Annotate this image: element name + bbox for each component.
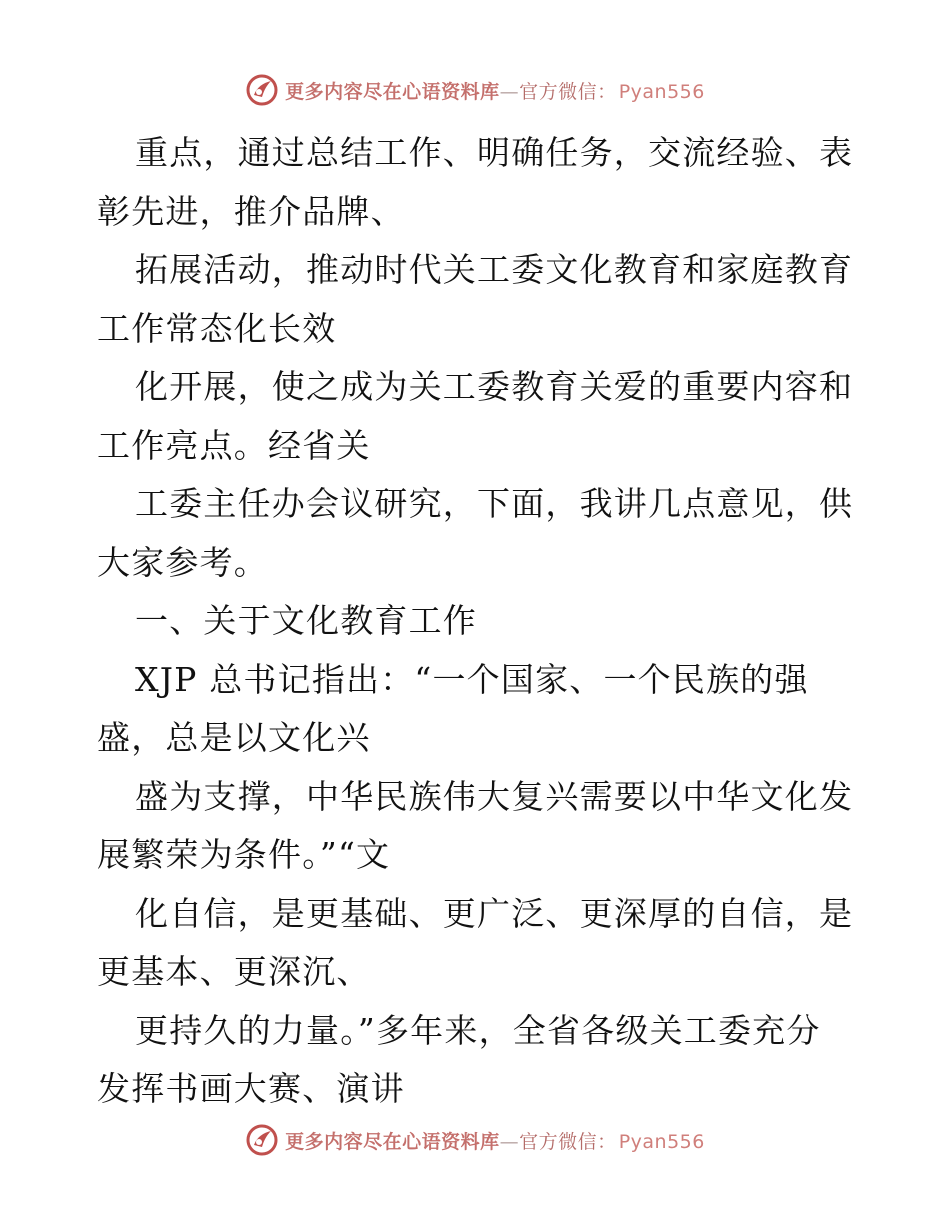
body-line-11: 盛，总是以文化兴 [97,718,371,757]
watermark-text [285,77,705,104]
watermark-main: 更多内容尽在心语资料库 [285,1130,500,1153]
body-line-15: 更基本、更深沉、 [97,952,371,991]
body-line-7: 工委主任办会议研究，下面，我讲几点意见，供 [135,484,854,523]
body-line-14: 化自信，是更基础、更广泛、更深厚的自信，是 [135,893,854,933]
watermark-label: 官方微信： [519,1130,617,1153]
footer-watermark [0,1120,950,1160]
document-body [97,124,857,1119]
watermark-id: Pyan556 [618,80,705,103]
body-line-1: 重点，通过总结工作、明确任务，交流经验、表 [135,133,854,172]
section-heading: 一、关于文化教育工作 [135,601,477,640]
body-line-17: 发挥书画大赛、演讲 [97,1069,405,1108]
watermark-separator: — [499,80,520,103]
brand-logo-icon [245,1123,279,1157]
body-line-12: 盛为支撑，中华民族伟大复兴需要以中华文化发 [135,776,854,816]
body-line-3: 拓展活动，推动时代关工委文化教育和家庭教育 [135,250,854,289]
watermark-main: 更多内容尽在心语资料库 [285,80,500,103]
body-line-16: 更持久的力量。”多年来，全省各级关工委充分 [135,1010,821,1050]
body-line-8: 大家参考。 [97,542,268,582]
body-line-5: 化开展，使之成为关工委教育关爱的重要内容和 [135,367,854,406]
body-line-4: 工作常态化长效 [97,308,337,348]
body-line-13: 展繁荣为条件。”“文 [97,835,391,874]
header-watermark [0,70,950,110]
body-line-2: 彰先进，推介品牌、 [97,191,405,231]
watermark-separator: — [499,1130,520,1153]
watermark-label: 官方微信： [519,80,617,103]
watermark-text [285,1127,705,1154]
body-line-6: 工作亮点。经省关 [97,425,371,465]
watermark-id: Pyan556 [618,1130,705,1153]
brand-logo-icon [245,73,279,107]
body-line-10: XJP 总书记指出：“一个国家、一个民族的强 [135,659,809,699]
